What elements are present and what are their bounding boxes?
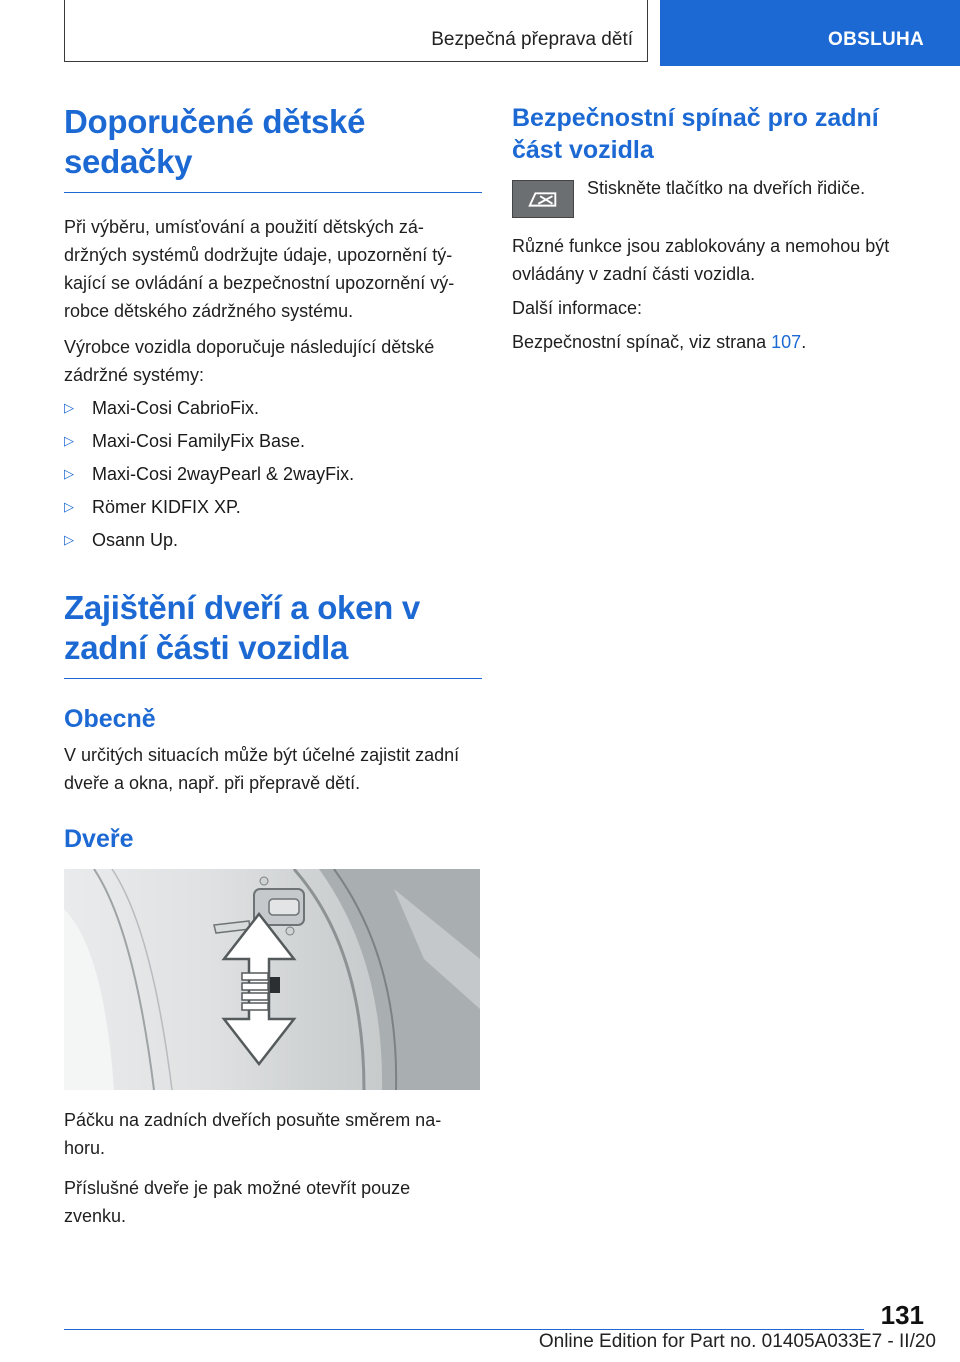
lock-heading-line2: zadní části vozidla	[64, 629, 349, 666]
safety-heading-line1: Bezpečnostní spínač pro zadní	[512, 104, 879, 132]
general-paragraph	[64, 741, 482, 797]
doors-caption-1	[64, 1106, 482, 1162]
list-item-text: Maxi-Cosi CabrioFix.	[92, 398, 260, 418]
seats-p2-line: zádržné systémy:	[64, 365, 205, 385]
bullet-icon: ▷	[64, 499, 74, 514]
window-lock-icon	[512, 180, 574, 218]
caption1-line: Páčku na zadních dveřích posuňte směrem na-	[64, 1110, 442, 1130]
list-item-text: Römer KIDFIX XP.	[92, 497, 241, 517]
list-item	[64, 526, 482, 554]
bullet-icon: ▷	[64, 466, 74, 481]
more-info-label: Další informace:	[512, 298, 643, 318]
footer-edition: Online Edition for Part no. 01405A033E7 - II/20	[538, 1331, 936, 1352]
caption1-line: horu.	[64, 1138, 106, 1158]
list-item	[64, 493, 482, 521]
cross-reference	[512, 328, 912, 356]
bullet-icon: ▷	[64, 532, 74, 547]
seats-p1-line: držných systémů dodržujte údaje, upozornění tý-	[64, 245, 453, 265]
caption2-line: Příslušné dveře je pak možné otevřít pouze	[64, 1178, 411, 1198]
page-number: 131	[880, 1300, 924, 1330]
list-item	[64, 427, 482, 455]
list-item-text: Maxi-Cosi 2wayPearl & 2wayFix.	[92, 464, 355, 484]
general-line: dveře a okna, např. při přepravě dětí.	[64, 773, 361, 793]
general-line: V určitých situacích může být účelné zajistit zadní	[64, 745, 460, 765]
seats-paragraph-1	[64, 213, 482, 325]
list-item	[64, 394, 482, 422]
seats-p1-line: kající se ovládání a bezpečnostní upozornění vý-	[64, 273, 455, 293]
seats-p1-line: Při výběru, umísťování a použití dětských zá-	[64, 217, 424, 237]
safety-heading-line2: část vozidla	[512, 136, 654, 164]
caption2-line: zvenku.	[64, 1206, 127, 1226]
child-lock-lever-illustration	[64, 869, 480, 1090]
reference-text: Bezpečnostní spínač, viz strana	[512, 332, 772, 352]
lock-heading	[64, 588, 482, 668]
left-column	[64, 102, 482, 1230]
header-section-title: Bezpečná přeprava dětí	[431, 29, 633, 50]
general-heading: Obecně	[64, 705, 156, 733]
doors-caption-2	[64, 1174, 482, 1230]
safety-line: Různé funkce jsou zablokovány a nemohou být	[512, 236, 890, 256]
reference-suffix: .	[801, 332, 807, 352]
icon-instruction: Stiskněte tlačítko na dveřích řidiče.	[587, 178, 866, 198]
safety-switch-heading	[512, 102, 912, 166]
safety-line: ovládány v zadní části vozidla.	[512, 264, 756, 284]
icon-row	[512, 180, 912, 222]
seats-heading	[64, 102, 482, 182]
seats-heading-line1: Doporučené dětské	[64, 103, 366, 140]
header-chapter-tab	[660, 0, 960, 66]
chapter-tab-label: OBSLUHA	[828, 29, 925, 50]
doors-heading: Dveře	[64, 825, 134, 853]
reference-page-link[interactable]: 107	[771, 332, 802, 352]
lock-heading-line1: Zajištění dveří a oken v	[64, 589, 420, 626]
header-box	[64, 0, 648, 62]
seats-heading-rule	[64, 192, 482, 193]
right-column	[512, 102, 912, 356]
seat-list	[64, 394, 482, 554]
bullet-icon: ▷	[64, 400, 74, 415]
bullet-icon: ▷	[64, 433, 74, 448]
list-item-text: Osann Up.	[92, 530, 179, 550]
lock-heading-rule	[64, 678, 482, 679]
seats-paragraph-2	[64, 333, 482, 389]
safety-paragraph	[512, 232, 912, 288]
seats-p2-line: Výrobce vozidla doporučuje následující dětské	[64, 337, 435, 357]
list-item-text: Maxi-Cosi FamilyFix Base.	[92, 431, 306, 451]
list-item	[64, 460, 482, 488]
seats-p1-line: robce dětského zádržného systému.	[64, 301, 354, 321]
footer-rule	[64, 1329, 864, 1330]
seats-heading-line2: sedačky	[64, 143, 193, 180]
